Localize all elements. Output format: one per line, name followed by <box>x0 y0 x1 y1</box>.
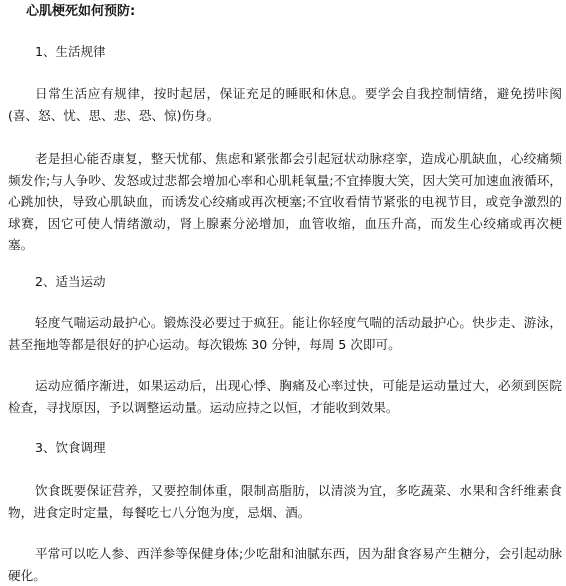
article-title: 心肌梗死如何预防: <box>26 4 136 19</box>
paragraph-diet-1: 饮食既要保证营养，又要控制体重，限制高脂肪，以清淡为宜，多吃蔬菜、水果和含纤维素食物，进食定时定量，每餐吃七八分饱为度，忌烟、酒。 <box>8 483 562 520</box>
section-heading-exercise: 2、适当运动 <box>35 274 106 289</box>
paragraph-lifestyle-2: 老是担心能否康复，整天忧郁、焦虑和紧张都会引起冠状动脉痉挛，造成心肌缺血，心绞痛频频发作;与人争吵、发怒或过悲都会增加心率和心肌耗氧量;不宜捧腹大笑，因大笑可加速血液循环，心跳加快，导致心肌缺血，而诱发心绞痛或再次梗塞;不宜收看情节紧张的电视节目，或竞争激烈的球赛，因它可使人情绪激动，肾上腺素分泌增加，血管收缩，血压升高，而发生心绞痛或再次梗塞。 <box>8 151 562 252</box>
section-heading-lifestyle: 1、生活规律 <box>35 44 106 59</box>
paragraph-lifestyle-1: 日常生活应有规律，按时起居，保证充足的睡眠和休息。要学会自我控制情绪，避免捞咔阂(喜、怒、忧、思、悲、恐、惊)伤身。 <box>8 86 562 123</box>
paragraph-exercise-1: 轻度气喘运动最护心。锻炼没必要过于疯狂。能让你轻度气喘的活动最护心。快步走、游泳，甚至拖地等都是很好的护心运动。每次锻炼 30 分钟，每周 5 次即可。 <box>8 315 562 352</box>
paragraph-diet-2: 平常可以吃人参、西洋参等保健身体;少吃甜和油腻东西，因为甜食容易产生糖分，会引起动脉硬化。 <box>8 546 562 583</box>
section-heading-diet: 3、饮食调理 <box>35 440 106 455</box>
paragraph-exercise-2: 运动应循序渐进，如果运动后，出现心悸、胸痛及心率过快，可能是运动量过大，必须到医院检查，寻找原因，予以调整运动量。运动应持之以恒，才能收到效果。 <box>8 378 562 415</box>
